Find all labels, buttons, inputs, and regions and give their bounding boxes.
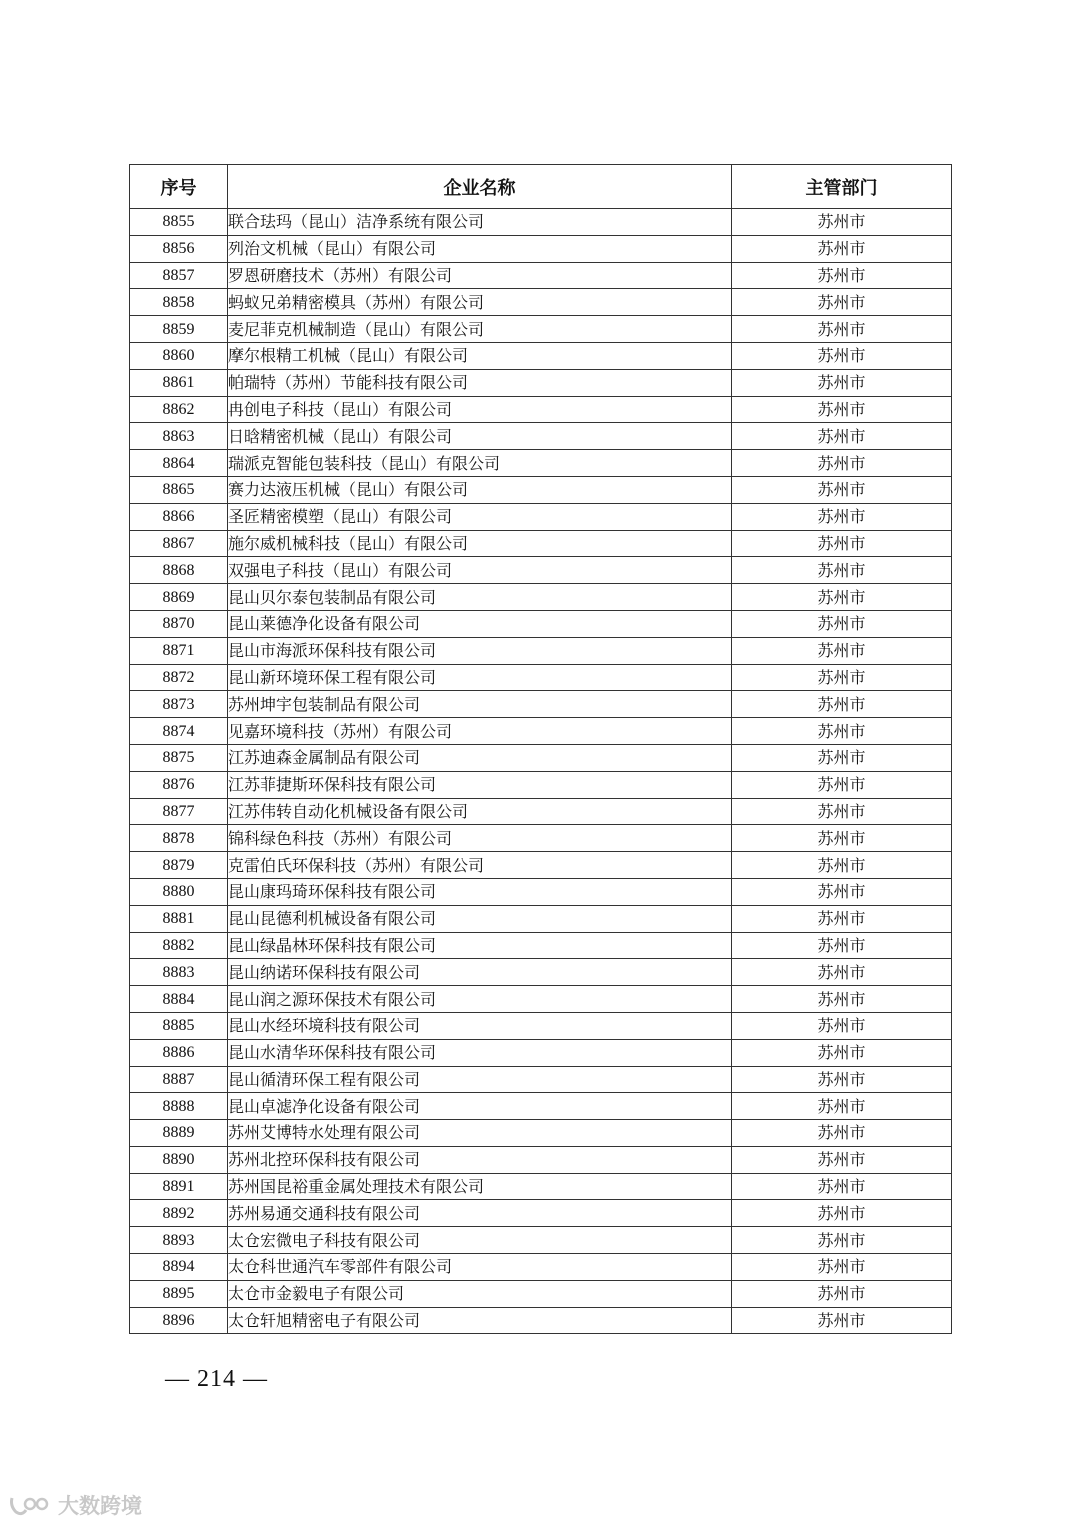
row-number-cell: 8884 [130,986,228,1013]
department-cell: 苏州市 [732,316,952,343]
enterprise-name-cell: 见嘉环境科技（苏州）有限公司 [228,718,732,745]
table-header-row [130,165,952,209]
table-row [130,289,952,316]
table-row [130,1012,952,1039]
table-body [130,209,952,1334]
enterprise-name-cell: 麦尼菲克机械制造（昆山）有限公司 [228,316,732,343]
department-cell: 苏州市 [732,342,952,369]
department-cell: 苏州市 [732,1012,952,1039]
enterprise-name-cell: 昆山纳诺环保科技有限公司 [228,959,732,986]
row-number-cell: 8871 [130,637,228,664]
table-row [130,1200,952,1227]
row-number-cell: 8878 [130,825,228,852]
table-row [130,1146,952,1173]
enterprise-name-cell: 帕瑞特（苏州）节能科技有限公司 [228,369,732,396]
row-number-cell: 8855 [130,209,228,236]
enterprise-name-cell: 昆山循清环保工程有限公司 [228,1066,732,1093]
department-cell: 苏州市 [732,530,952,557]
table-row [130,1307,952,1334]
table-row [130,342,952,369]
department-cell: 苏州市 [732,289,952,316]
enterprise-name-cell: 克雷伯氏环保科技（苏州）有限公司 [228,852,732,879]
row-number-cell: 8882 [130,932,228,959]
enterprise-name-cell: 昆山昆德利机械设备有限公司 [228,905,732,932]
table-row [130,825,952,852]
enterprise-table [129,164,952,1334]
enterprise-name-cell: 昆山贝尔泰包装制品有限公司 [228,584,732,611]
department-cell: 苏州市 [732,932,952,959]
enterprise-name-cell: 太仓轩旭精密电子有限公司 [228,1307,732,1334]
enterprise-name-cell: 双强电子科技（昆山）有限公司 [228,557,732,584]
enterprise-name-cell: 江苏菲捷斯环保科技有限公司 [228,771,732,798]
row-number-cell: 8876 [130,771,228,798]
table-row [130,878,952,905]
enterprise-name-cell: 昆山莱德净化设备有限公司 [228,610,732,637]
enterprise-name-cell: 昆山新环境环保工程有限公司 [228,664,732,691]
table-row [130,423,952,450]
table-row [130,1120,952,1147]
enterprise-name-cell: 联合珐玛（昆山）洁净系统有限公司 [228,209,732,236]
row-number-cell: 8856 [130,235,228,262]
enterprise-name-cell: 圣匠精密模塑（昆山）有限公司 [228,503,732,530]
enterprise-name-cell: 苏州易通交通科技有限公司 [228,1200,732,1227]
watermark-text: 大数跨境 [58,1494,142,1518]
row-number-cell: 8879 [130,852,228,879]
department-cell: 苏州市 [732,557,952,584]
enterprise-name-cell: 太仓宏微电子科技有限公司 [228,1227,732,1254]
table-row [130,610,952,637]
table-row [130,209,952,236]
watermark [8,1490,142,1520]
enterprise-name-cell: 瑞派克智能包装科技（昆山）有限公司 [228,450,732,477]
row-number-cell: 8883 [130,959,228,986]
enterprise-name-cell: 江苏伟转自动化机械设备有限公司 [228,798,732,825]
enterprise-name-cell: 罗恩研磨技术（苏州）有限公司 [228,262,732,289]
row-number-cell: 8867 [130,530,228,557]
column-header-enterprise-name: 企业名称 [228,165,732,209]
department-cell: 苏州市 [732,450,952,477]
row-number-cell: 8895 [130,1280,228,1307]
department-cell: 苏州市 [732,584,952,611]
department-cell: 苏州市 [732,503,952,530]
department-cell: 苏州市 [732,1173,952,1200]
department-cell: 苏州市 [732,1280,952,1307]
table-row [130,1173,952,1200]
row-number-cell: 8875 [130,744,228,771]
row-number-cell: 8863 [130,423,228,450]
row-number-cell: 8861 [130,369,228,396]
enterprise-name-cell: 赛力达液压机械（昆山）有限公司 [228,476,732,503]
department-cell: 苏州市 [732,369,952,396]
department-cell: 苏州市 [732,1227,952,1254]
department-cell: 苏州市 [732,878,952,905]
table-row [130,852,952,879]
table-row [130,744,952,771]
table-row [130,530,952,557]
table-row [130,959,952,986]
table-row [130,932,952,959]
row-number-cell: 8870 [130,610,228,637]
row-number-cell: 8859 [130,316,228,343]
enterprise-name-cell: 昆山卓滤净化设备有限公司 [228,1093,732,1120]
row-number-cell: 8890 [130,1146,228,1173]
table-row [130,986,952,1013]
department-cell: 苏州市 [732,798,952,825]
enterprise-name-cell: 施尔威机械科技（昆山）有限公司 [228,530,732,557]
department-cell: 苏州市 [732,744,952,771]
row-number-cell: 8896 [130,1307,228,1334]
row-number-cell: 8893 [130,1227,228,1254]
table-row [130,1039,952,1066]
row-number-cell: 8881 [130,905,228,932]
department-cell: 苏州市 [732,423,952,450]
table-row [130,798,952,825]
department-cell: 苏州市 [732,852,952,879]
enterprise-name-cell: 蚂蚁兄弟精密模具（苏州）有限公司 [228,289,732,316]
department-cell: 苏州市 [732,476,952,503]
department-cell: 苏州市 [732,262,952,289]
row-number-cell: 8860 [130,342,228,369]
page-number: — 214 — [165,1366,268,1392]
row-number-cell: 8868 [130,557,228,584]
table-row [130,718,952,745]
row-number-cell: 8886 [130,1039,228,1066]
table-row [130,1280,952,1307]
enterprise-name-cell: 昆山水经环境科技有限公司 [228,1012,732,1039]
department-cell: 苏州市 [732,825,952,852]
row-number-cell: 8892 [130,1200,228,1227]
table-row [130,450,952,477]
table-row [130,584,952,611]
enterprise-name-cell: 昆山绿晶林环保科技有限公司 [228,932,732,959]
row-number-cell: 8857 [130,262,228,289]
row-number-cell: 8894 [130,1254,228,1281]
table-row [130,691,952,718]
department-cell: 苏州市 [732,905,952,932]
table-row [130,1227,952,1254]
department-cell: 苏州市 [732,1254,952,1281]
table-row [130,1254,952,1281]
department-cell: 苏州市 [732,1200,952,1227]
table-row [130,557,952,584]
enterprise-name-cell: 昆山市海派环保科技有限公司 [228,637,732,664]
department-cell: 苏州市 [732,1093,952,1120]
watermark-logo-icon [8,1492,54,1518]
row-number-cell: 8872 [130,664,228,691]
department-cell: 苏州市 [732,637,952,664]
department-cell: 苏州市 [732,691,952,718]
enterprise-name-cell: 昆山水清华环保科技有限公司 [228,1039,732,1066]
enterprise-name-cell: 江苏迪森金属制品有限公司 [228,744,732,771]
row-number-cell: 8866 [130,503,228,530]
table-row [130,476,952,503]
enterprise-name-cell: 锦科绿色科技（苏州）有限公司 [228,825,732,852]
row-number-cell: 8873 [130,691,228,718]
department-cell: 苏州市 [732,209,952,236]
enterprise-name-cell: 列治文机械（昆山）有限公司 [228,235,732,262]
row-number-cell: 8885 [130,1012,228,1039]
table-row [130,503,952,530]
enterprise-name-cell: 冉创电子科技（昆山）有限公司 [228,396,732,423]
department-cell: 苏州市 [732,1066,952,1093]
row-number-cell: 8888 [130,1093,228,1120]
enterprise-name-cell: 苏州艾博特水处理有限公司 [228,1120,732,1147]
table-row [130,637,952,664]
department-cell: 苏州市 [732,986,952,1013]
enterprise-name-cell: 苏州北控环保科技有限公司 [228,1146,732,1173]
table-row [130,396,952,423]
department-cell: 苏州市 [732,664,952,691]
table-row [130,905,952,932]
row-number-cell: 8864 [130,450,228,477]
row-number-cell: 8887 [130,1066,228,1093]
enterprise-name-cell: 太仓市金毅电子有限公司 [228,1280,732,1307]
department-cell: 苏州市 [732,1039,952,1066]
row-number-cell: 8889 [130,1120,228,1147]
enterprise-name-cell: 太仓科世通汽车零部件有限公司 [228,1254,732,1281]
row-number-cell: 8862 [130,396,228,423]
department-cell: 苏州市 [732,959,952,986]
table-row [130,1066,952,1093]
department-cell: 苏州市 [732,718,952,745]
enterprise-name-cell: 昆山润之源环保技术有限公司 [228,986,732,1013]
table-row [130,235,952,262]
department-cell: 苏州市 [732,771,952,798]
department-cell: 苏州市 [732,610,952,637]
department-cell: 苏州市 [732,396,952,423]
row-number-cell: 8874 [130,718,228,745]
column-header-number: 序号 [130,165,228,209]
enterprise-name-cell: 日晗精密机械（昆山）有限公司 [228,423,732,450]
column-header-department: 主管部门 [732,165,952,209]
table-row [130,1093,952,1120]
row-number-cell: 8877 [130,798,228,825]
enterprise-name-cell: 苏州坤宇包装制品有限公司 [228,691,732,718]
department-cell: 苏州市 [732,1120,952,1147]
table-row [130,316,952,343]
table-row [130,369,952,396]
row-number-cell: 8869 [130,584,228,611]
department-cell: 苏州市 [732,1307,952,1334]
department-cell: 苏州市 [732,235,952,262]
row-number-cell: 8891 [130,1173,228,1200]
row-number-cell: 8865 [130,476,228,503]
table-row [130,771,952,798]
row-number-cell: 8858 [130,289,228,316]
enterprise-name-cell: 摩尔根精工机械（昆山）有限公司 [228,342,732,369]
enterprise-name-cell: 苏州国昆裕重金属处理技术有限公司 [228,1173,732,1200]
table-row [130,664,952,691]
table-row [130,262,952,289]
row-number-cell: 8880 [130,878,228,905]
department-cell: 苏州市 [732,1146,952,1173]
enterprise-name-cell: 昆山康玛琦环保科技有限公司 [228,878,732,905]
